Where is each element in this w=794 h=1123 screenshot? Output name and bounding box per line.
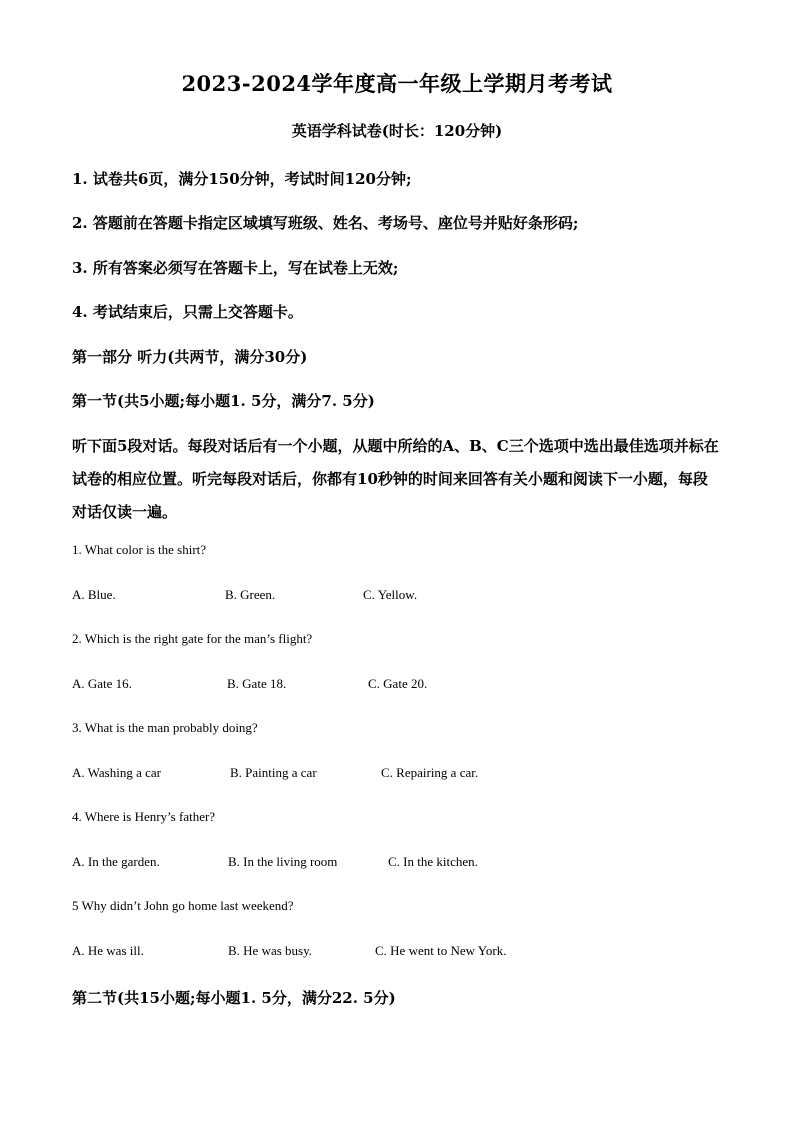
question-1-option-c: C. Yellow. [363,587,418,602]
question-4-option-c: C. In the kitchen. [388,854,478,869]
question-3-stem: 3. What is the man probably doing? [72,720,258,735]
question-3-option-c: C. Repairing a car. [381,765,479,780]
question-2-option-b: B. Gate 18. [227,676,287,691]
question-4-option-a: A. In the garden. [72,854,160,869]
question-1-option-a: A. Blue. [72,587,116,602]
question-2-option-c: C. Gate 20. [368,676,428,691]
page-subtitle: 英语学科试卷(时长：120分钟) [291,122,503,140]
question-2-option-a: A. Gate 16. [72,676,132,691]
instruction-2: 2. 答题前在答题卡指定区域填写班级、姓名、考场号、座位号并贴好条形码; [72,214,579,232]
page-title: 2023-2024学年度高一年级上学期月考考试 [181,71,613,96]
question-1-option-b: B. Green. [225,587,276,602]
question-2-stem: 2. Which is the right gate for the man’s flight? [72,631,313,646]
question-3-option-b: B. Painting a car [230,765,317,780]
question-5-stem: 5 Why didn’t John go home last weekend? [72,898,294,913]
instruction-4: 4. 考试结束后，只需上交答题卡。 [72,303,303,321]
instruction-1: 1. 试卷共6页，满分150分钟，考试时间120分钟; [72,170,412,188]
instruction-3: 3. 所有答案必须写在答题卡上，写在试卷上无效; [72,259,399,277]
question-5-option-c: C. He went to New York. [375,943,507,958]
question-3-option-a: A. Washing a car [72,765,161,780]
section2-heading: 第二节(共15小题;每小题1. 5分，满分22. 5分) [72,989,396,1007]
part1-heading: 第一部分 听力(共两节，满分30分) [72,348,308,366]
listening-directions: 听下面5段对话。每段对话后有一个小题，从题中所给的A、B、C三个选项中选出最佳选项并标在试卷的相应位置。听完每段对话后，你都有10秒钟的时间来回答有关小题和阅读下一小题，每段对话仅读一遍。 [72,437,719,521]
section1-heading: 第一节(共5小题;每小题1. 5分，满分7. 5分) [72,392,375,410]
question-5-option-a: A. He was ill. [72,943,144,958]
question-5-option-b: B. He was busy. [228,943,313,958]
question-1-stem: 1. What color is the shirt? [72,542,207,557]
question-4-option-b: B. In the living room [228,854,338,869]
question-4-stem: 4. Where is Henry’s father? [72,809,216,824]
